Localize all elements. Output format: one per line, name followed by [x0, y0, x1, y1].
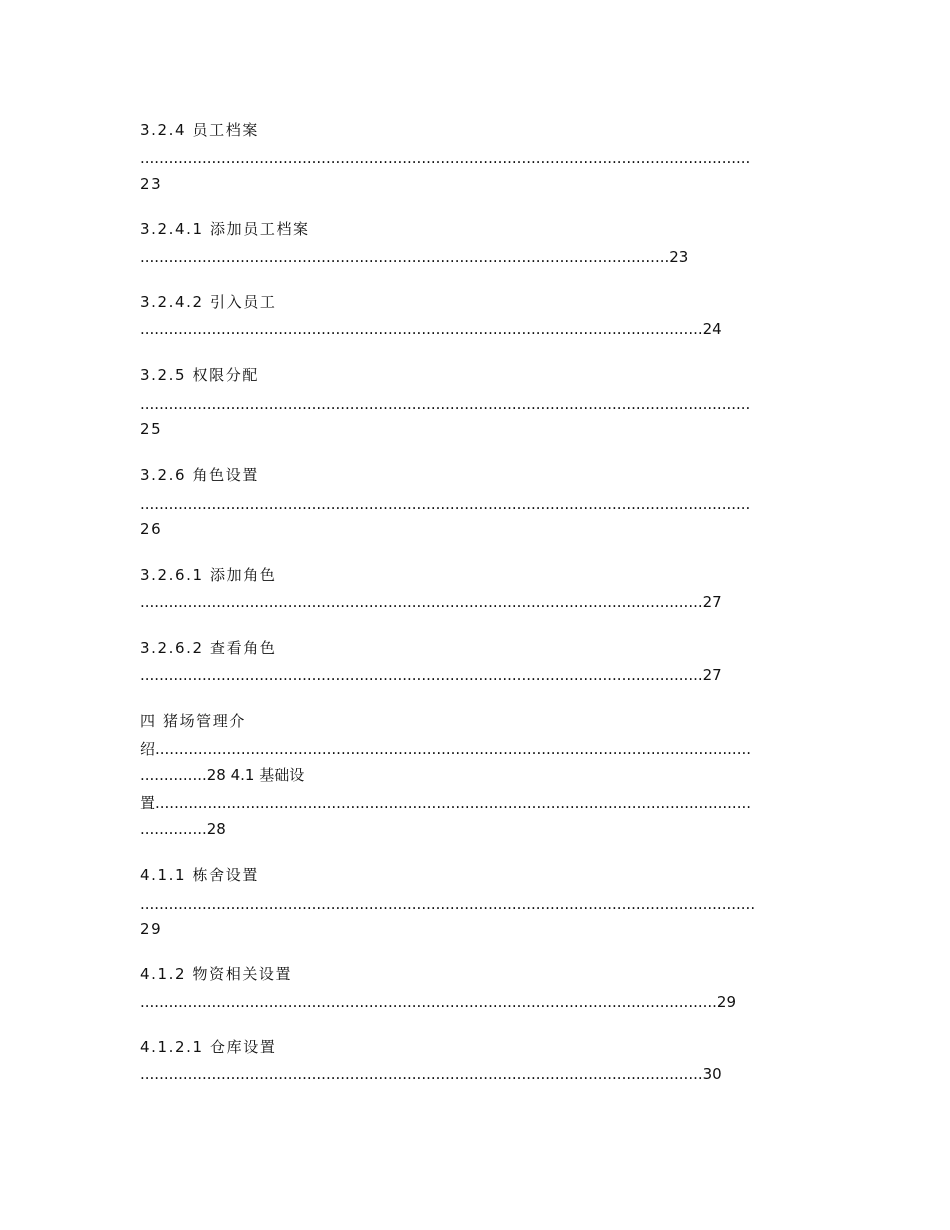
toc-entry-3-2-6-title: 3.2.6 角色设置 — [140, 466, 259, 484]
toc-entry-4-1-2-title: 4.1.2 物资相关设置 — [140, 965, 293, 983]
toc-page-number: 29 — [140, 920, 163, 938]
toc-entry-4-1-title: ..............28 4.1 基础设 — [140, 766, 305, 784]
toc-leader-with-page: .........................................................................................................................29 — [140, 993, 737, 1011]
toc-page-number: 23 — [140, 175, 163, 193]
toc-page-number: ..............28 — [140, 820, 226, 838]
toc-leader-with-page: ......................................................................................................................24 — [140, 320, 722, 338]
toc-page-number: 25 — [140, 420, 163, 438]
toc-page-number: 26 — [140, 520, 163, 538]
toc-entry-3-2-5-title: 3.2.5 权限分配 — [140, 366, 259, 384]
toc-leader: ................................................................................................................................ — [140, 149, 751, 167]
toc-leader: ................................................................................................................................ — [140, 495, 751, 513]
toc-leader: ................................................................................................................................. — [140, 895, 756, 913]
toc-leader-with-page: ......................................................................................................................30 — [140, 1065, 722, 1083]
toc-leader-wrapped: 置............................................................................................................................. — [140, 794, 752, 812]
toc-entry-4-title: 四 猪场管理介 — [140, 712, 246, 730]
toc-entry-3-2-6-2-title: 3.2.6.2 查看角色 — [140, 639, 277, 657]
toc-leader-with-page: ......................................................................................................................27 — [140, 593, 722, 611]
toc-entry-3-2-4-1-title: 3.2.4.1 添加员工档案 — [140, 220, 310, 238]
toc-entry-3-2-4-2-title: 3.2.4.2 引入员工 — [140, 293, 277, 311]
toc-entry-4-1-1-title: 4.1.1 栋舍设置 — [140, 866, 259, 884]
toc-entry-3-2-6-1-title: 3.2.6.1 添加角色 — [140, 566, 277, 584]
toc-leader-with-page: ...............................................................................................................23 — [140, 248, 689, 266]
toc-leader-with-page: ......................................................................................................................27 — [140, 666, 722, 684]
toc-leader-wrapped: 绍............................................................................................................................. — [140, 740, 752, 758]
toc-leader: ................................................................................................................................ — [140, 395, 751, 413]
toc-entry-3-2-4-title: 3.2.4 员工档案 — [140, 121, 259, 139]
toc-entry-4-1-2-1-title: 4.1.2.1 仓库设置 — [140, 1038, 277, 1056]
